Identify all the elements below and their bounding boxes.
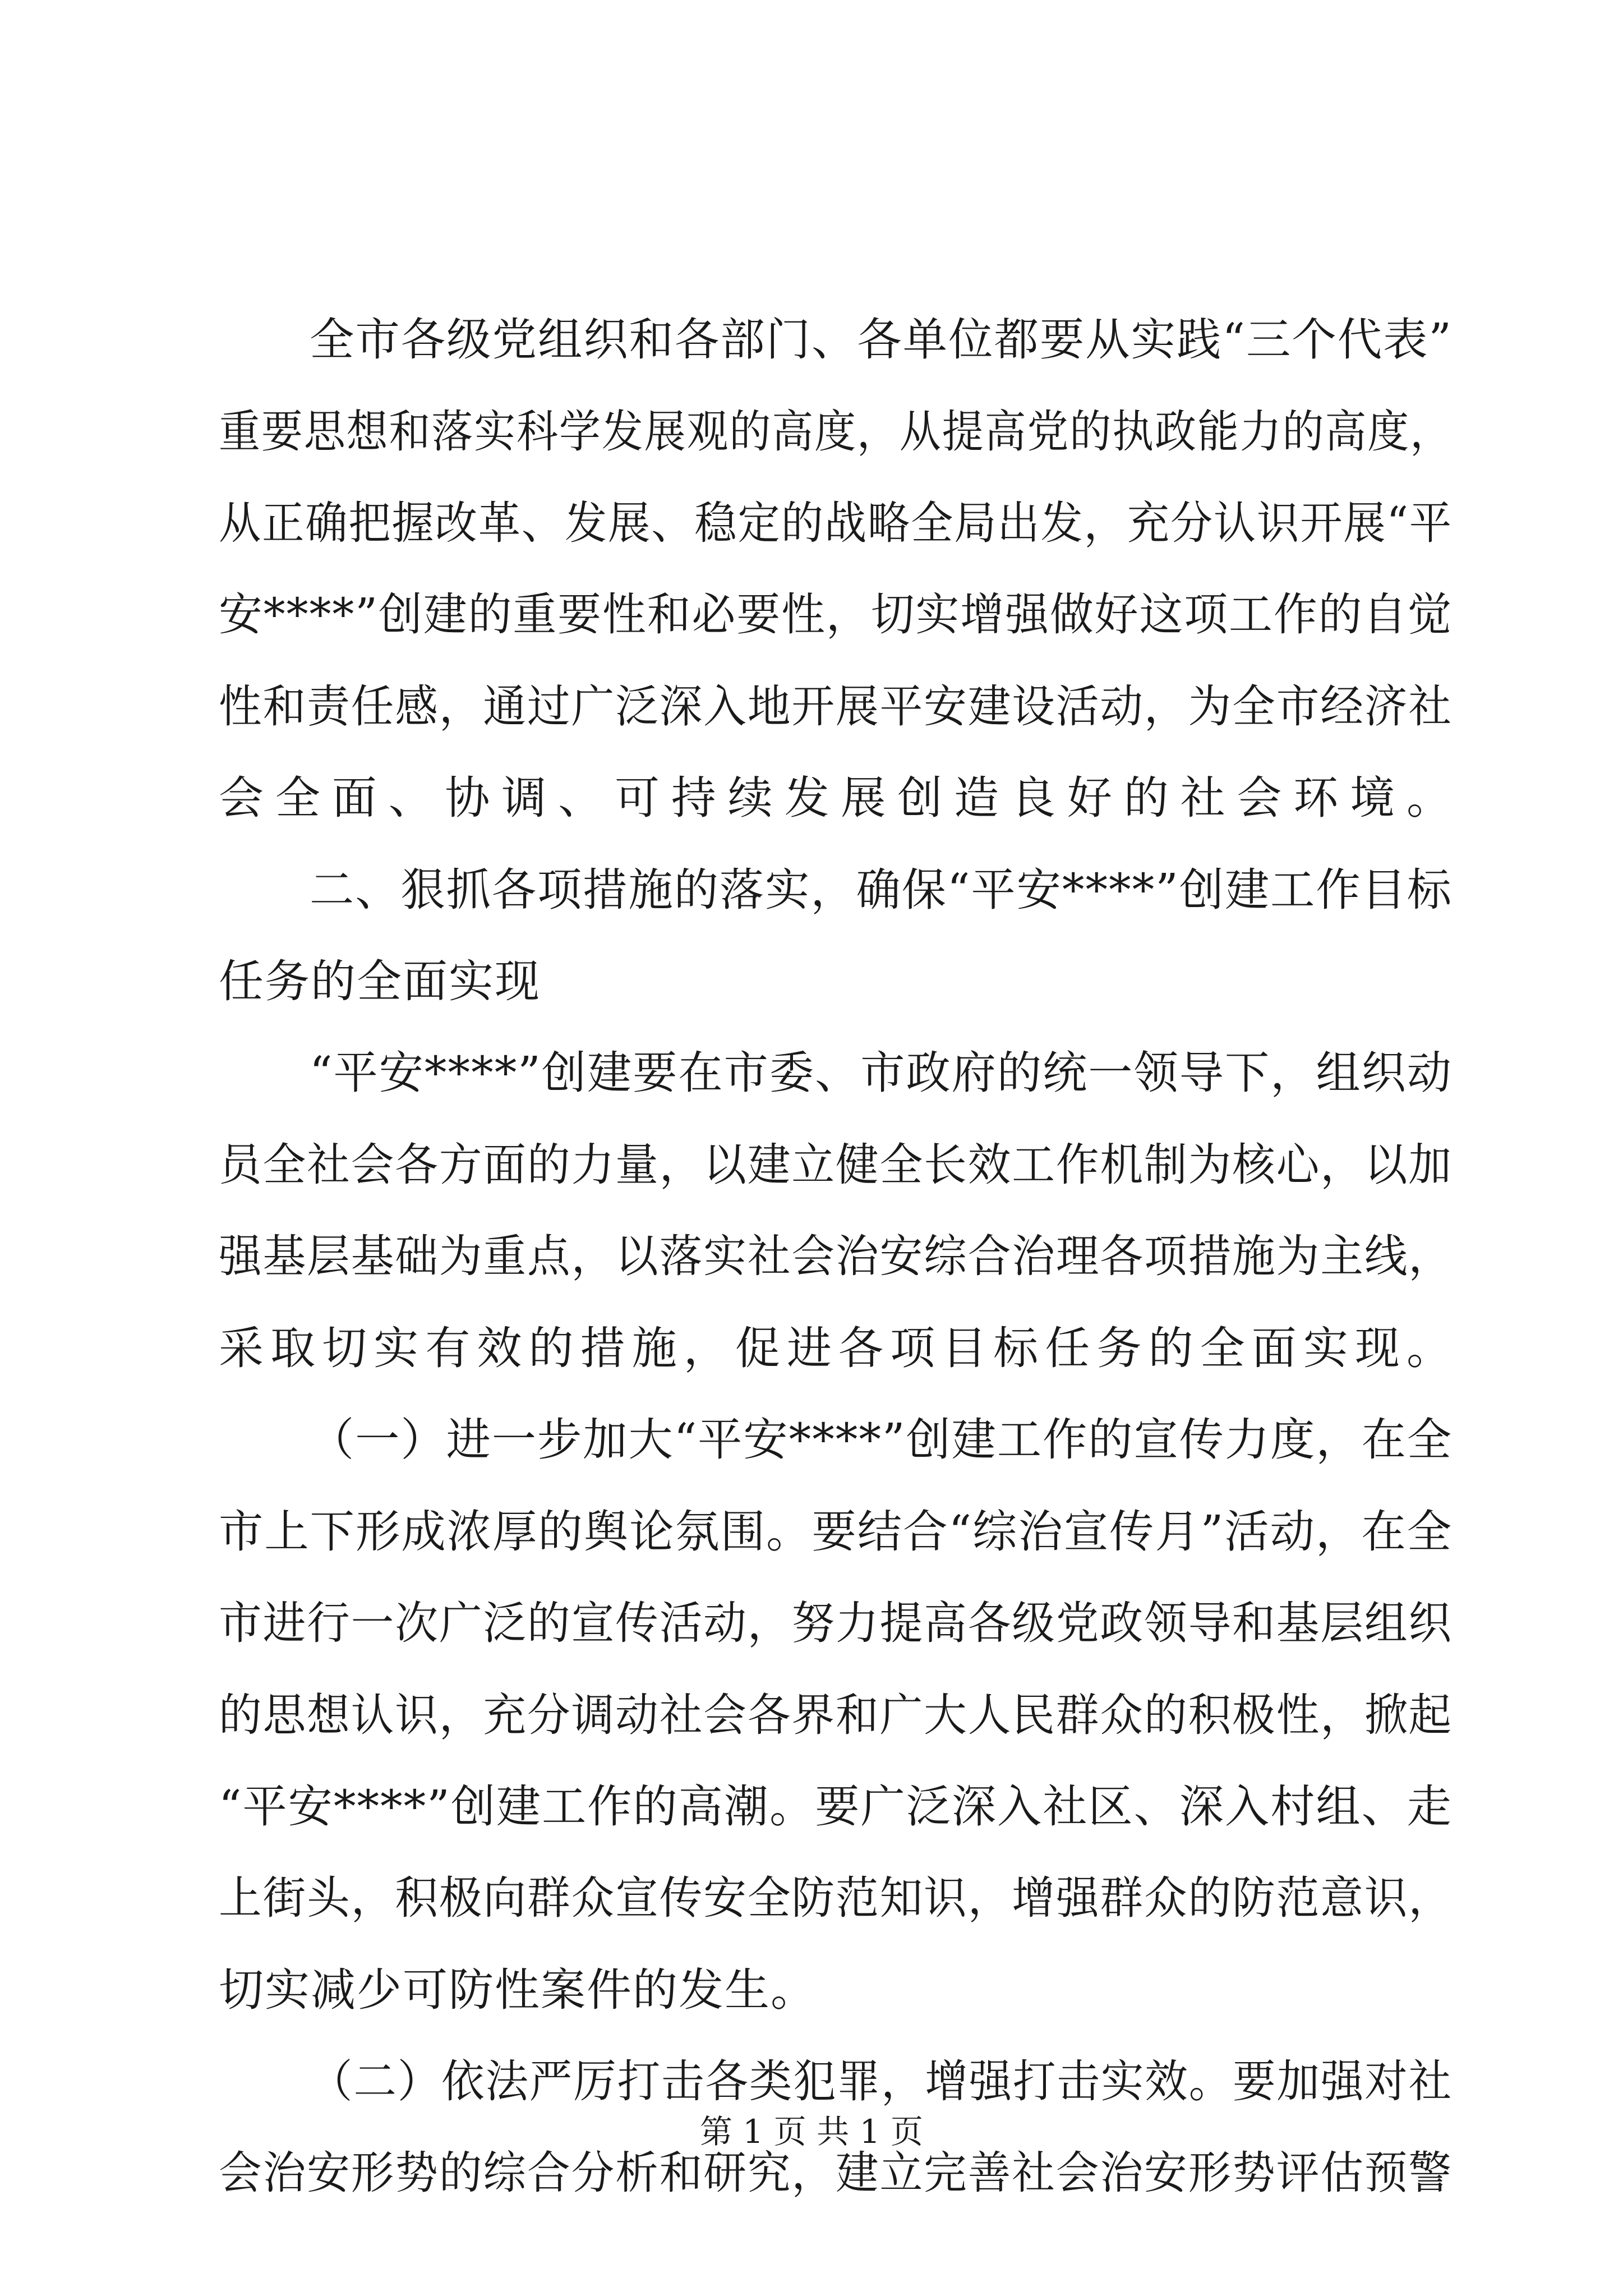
text-line: 安****”创建的重要性和必要性，切实增强做好这项工作的自觉 xyxy=(219,588,1453,641)
text-line: 采取切实有效的措施，促进各项目标任务的全面实现。 xyxy=(219,1322,1459,1374)
text-line: （二）依法严厉打击各类犯罪，增强打击实效。要加强对社 xyxy=(310,2055,1453,2108)
text-line: 会全面、协调、可持续发展创造良好的社会环境。 xyxy=(219,772,1463,824)
text-line: 上街头，积极向群众宣传安全防范知识，增强群众的防范意识， xyxy=(219,1872,1453,1924)
text-line: 从正确把握改革、发展、稳定的战略全局出发，充分认识开展“平 xyxy=(219,497,1453,549)
section-heading-line: 任务的全面实现 xyxy=(219,955,541,1007)
text-line: “平安****”创建要在市委、市政府的统一领导下，组织动 xyxy=(310,1047,1453,1099)
text-line: 市上下形成浓厚的舆论氛围。要结合“综治宣传月”活动，在全 xyxy=(219,1506,1453,1558)
text-line: 的思想认识，充分调动社会各界和广大人民群众的积极性，掀起 xyxy=(219,1689,1453,1741)
text-line: 强基层基础为重点，以落实社会治安综合治理各项措施为主线， xyxy=(219,1230,1453,1282)
text-line: 重要思想和落实科学发展观的高度，从提高党的执政能力的高度， xyxy=(219,406,1453,458)
text-line: 市进行一次广泛的宣传活动，努力提高各级党政领导和基层组织 xyxy=(219,1597,1453,1649)
text-line: 切实减少可防性案件的发生。 xyxy=(219,1964,817,2016)
text-line: “平安****”创建工作的高潮。要广泛深入社区、深入村组、走 xyxy=(219,1780,1453,1833)
text-line: （一）进一步加大“平安****”创建工作的宣传力度，在全 xyxy=(310,1414,1453,1466)
page-footer xyxy=(0,2109,1623,2154)
text-line: 性和责任感，通过广泛深入地开展平安建设活动，为全市经济社 xyxy=(219,680,1453,733)
text-line: 全市各级党组织和各部门、各单位都要从实践“三个代表” xyxy=(310,314,1453,366)
text-line: 员全社会各方面的力量，以建立健全长效工作机制为核心，以加 xyxy=(219,1139,1453,1191)
page-number-label: 第 1 页 共 1 页 xyxy=(700,2113,923,2151)
text-line: 会治安形势的综合分析和研究，建立完善社会治安形势评估预警 xyxy=(219,2147,1453,2199)
section-heading-line: 二、狠抓各项措施的落实，确保“平安****”创建工作目标 xyxy=(310,864,1453,916)
